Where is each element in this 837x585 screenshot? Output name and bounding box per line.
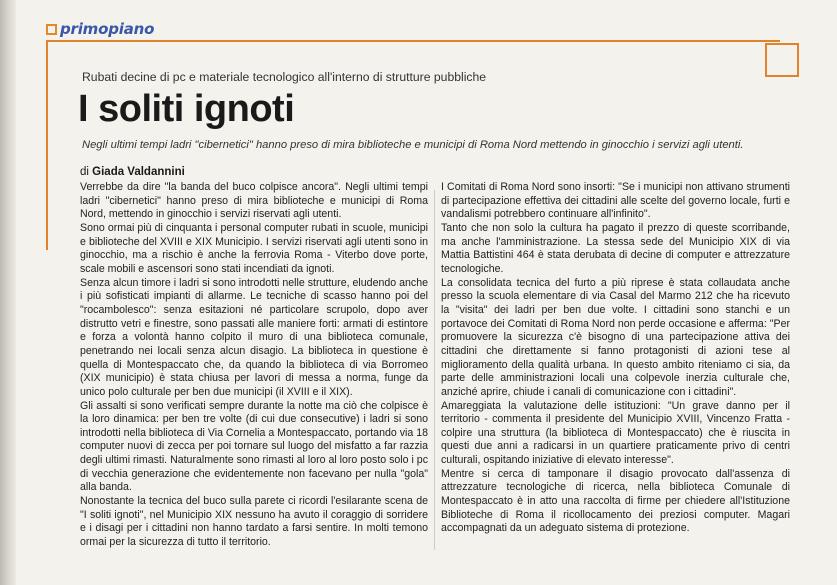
- paragraph: Nonostante la tecnica del buco sulla parete ci ricordi l'esilarante scena de "I soliti ignoti", nel Municipio XIX nessuno ha avuto il coraggio di sorridere e i disagi per i cittadini non hanno tardato a farsi sentire. In molti temono ormai per la sicurezza di tutto il territorio.: [80, 495, 428, 549]
- paragraph: Gli assalti si sono verificati sempre durante la notte ma ciò che colpisce è la loro dinamica: per ben tre volte (di cui due consecutive) i ladri si sono introdotti nella biblioteca di Via Cornelia a Montespaccato, portando via 18 computer nuovi di zecca per poi tornare sul luogo del misfatto a far razzia degli ultimi rimasti. Naturalmente sono rimasti al loro al loro posto solo i pc di vecchia generazione che evidentemente non facevano per nulla "gola" alla banda.: [80, 399, 428, 494]
- paragraph: Senza alcun timore i ladri si sono introdotti nelle strutture, eludendo anche i più sofisticati impianti di allarme. Le tecniche di scasso hanno poi del "rocambolesco": senza esitazioni né particolare scrupolo, dopo aver distrutto vetri e finestre, sono passati alle maniere forti: armati di estintore e forza a volontà hanno colpito il muro di una biblioteca comunale, penetrando nei locali senza alcun disagio. La biblioteca in questione è quella di Montespaccato che, da quando la biblioteca di via Borromeo (XIX municipio) è stata chiusa per lavori di messa a norma, funge da unico polo culturale per ben due municipi (il XVIII e il XIX).: [80, 276, 428, 398]
- byline: [80, 166, 185, 178]
- paragraph: I Comitati di Roma Nord sono insorti: "Se i municipi non attivano strumenti di partecipazione effettiva dei cittadini alle scelte del governo locale, furti e vandalismi potrebbero continuare all'infinito".: [441, 181, 790, 221]
- paragraph: Sono ormai più di cinquanta i personal computer rubati in scuole, municipi e biblioteche del XVIII e XIX Municipio. I servizi riservati agli utenti sono in ginocchio, ma a rischio è anche la ferrovia Roma - Viterbo dove porte, scale mobili e ascensori sono stati incendiati da ignoti.: [80, 221, 428, 275]
- section-name: primopiano: [60, 20, 155, 38]
- author-name: Giada Valdannini: [92, 166, 185, 178]
- paragraph: Verrebbe da dire "la banda del buco colpisce ancora". Negli ultimi tempi ladri "cibernetici" hanno preso di mira biblioteche e municipi di Roma Nord, mettendo in ginocchio i servizi riservati agli utenti.: [80, 181, 428, 221]
- article-column-left: [80, 181, 428, 550]
- frame-top-rule: [46, 40, 780, 42]
- article-column-right: [441, 181, 790, 536]
- frame-left-rule: [46, 40, 48, 250]
- paragraph: Tanto che non solo la cultura ha pagato il prezzo di queste scorribande, ma anche l'amministrazione. La stessa sede del Municipio XIX di via Mattia Battistini 464 è stata derubata di decine di computer e attrezzature tecnologiche.: [441, 221, 790, 275]
- paragraph: La consolidata tecnica del furto a più riprese è stata collaudata anche presso la scuola elementare di via Casal del Marmo 212 che ha ricevuto la "visita" dei ladri per ben due volte. I cittadini sono stanchi e un portavoce dei Comitati di Roma Nord non perde occasione e afferma: "Per promuovere la sicurezza c'è bisogno di una partecipazione attiva dei cittadini che direttamente si fanno protagonisti di azioni tese al miglioramento della qualità urbana. In questo ambito riteniamo ci sia, da parte delle amministrazioni locali una colpevole inerzia culturale che, anziché aprire, chiude i canali di comunicazione con i cittadini".: [441, 276, 790, 398]
- article-title: I soliti ignoti: [78, 88, 295, 130]
- paragraph: Mentre si cerca di tamponare il disagio provocato dall'assenza di attrezzature tecnologiche di ricerca, nella biblioteca Comunale di Montespaccato è in atto una raccolta di firme per chiedere all'Istituzione Biblioteche di Roma il ricollocamento dei preziosi computer. Magari accompagnati da un adeguato sistema di protezione.: [441, 467, 790, 535]
- article-standfirst: Negli ultimi tempi ladri "cibernetici" hanno preso di mira biblioteche e municipi di Roma Nord mettendo in ginocchio i servizi agli utenti.: [82, 139, 744, 151]
- article-kicker: Rubati decine di pc e materiale tecnologico all'interno di strutture pubbliche: [82, 70, 487, 84]
- section-header: [46, 20, 154, 38]
- section-square-icon: [46, 24, 57, 35]
- page-binding-gutter: [0, 0, 16, 585]
- column-divider: [434, 190, 435, 550]
- byline-prefix: di: [80, 166, 89, 178]
- corner-square-ornament: [765, 43, 799, 77]
- paragraph: Amareggiata la valutazione delle istituzioni: "Un grave danno per il territorio - commenta il presidente del Municipio XVIII, Vincenzo Fratta - colpire una struttura (la biblioteca di Montespaccato) che è riuscita in questi due anni a radicarsi in un quartiere praticamente privo di centri culturali, ospitando iniziative di elevato interesse".: [441, 399, 790, 467]
